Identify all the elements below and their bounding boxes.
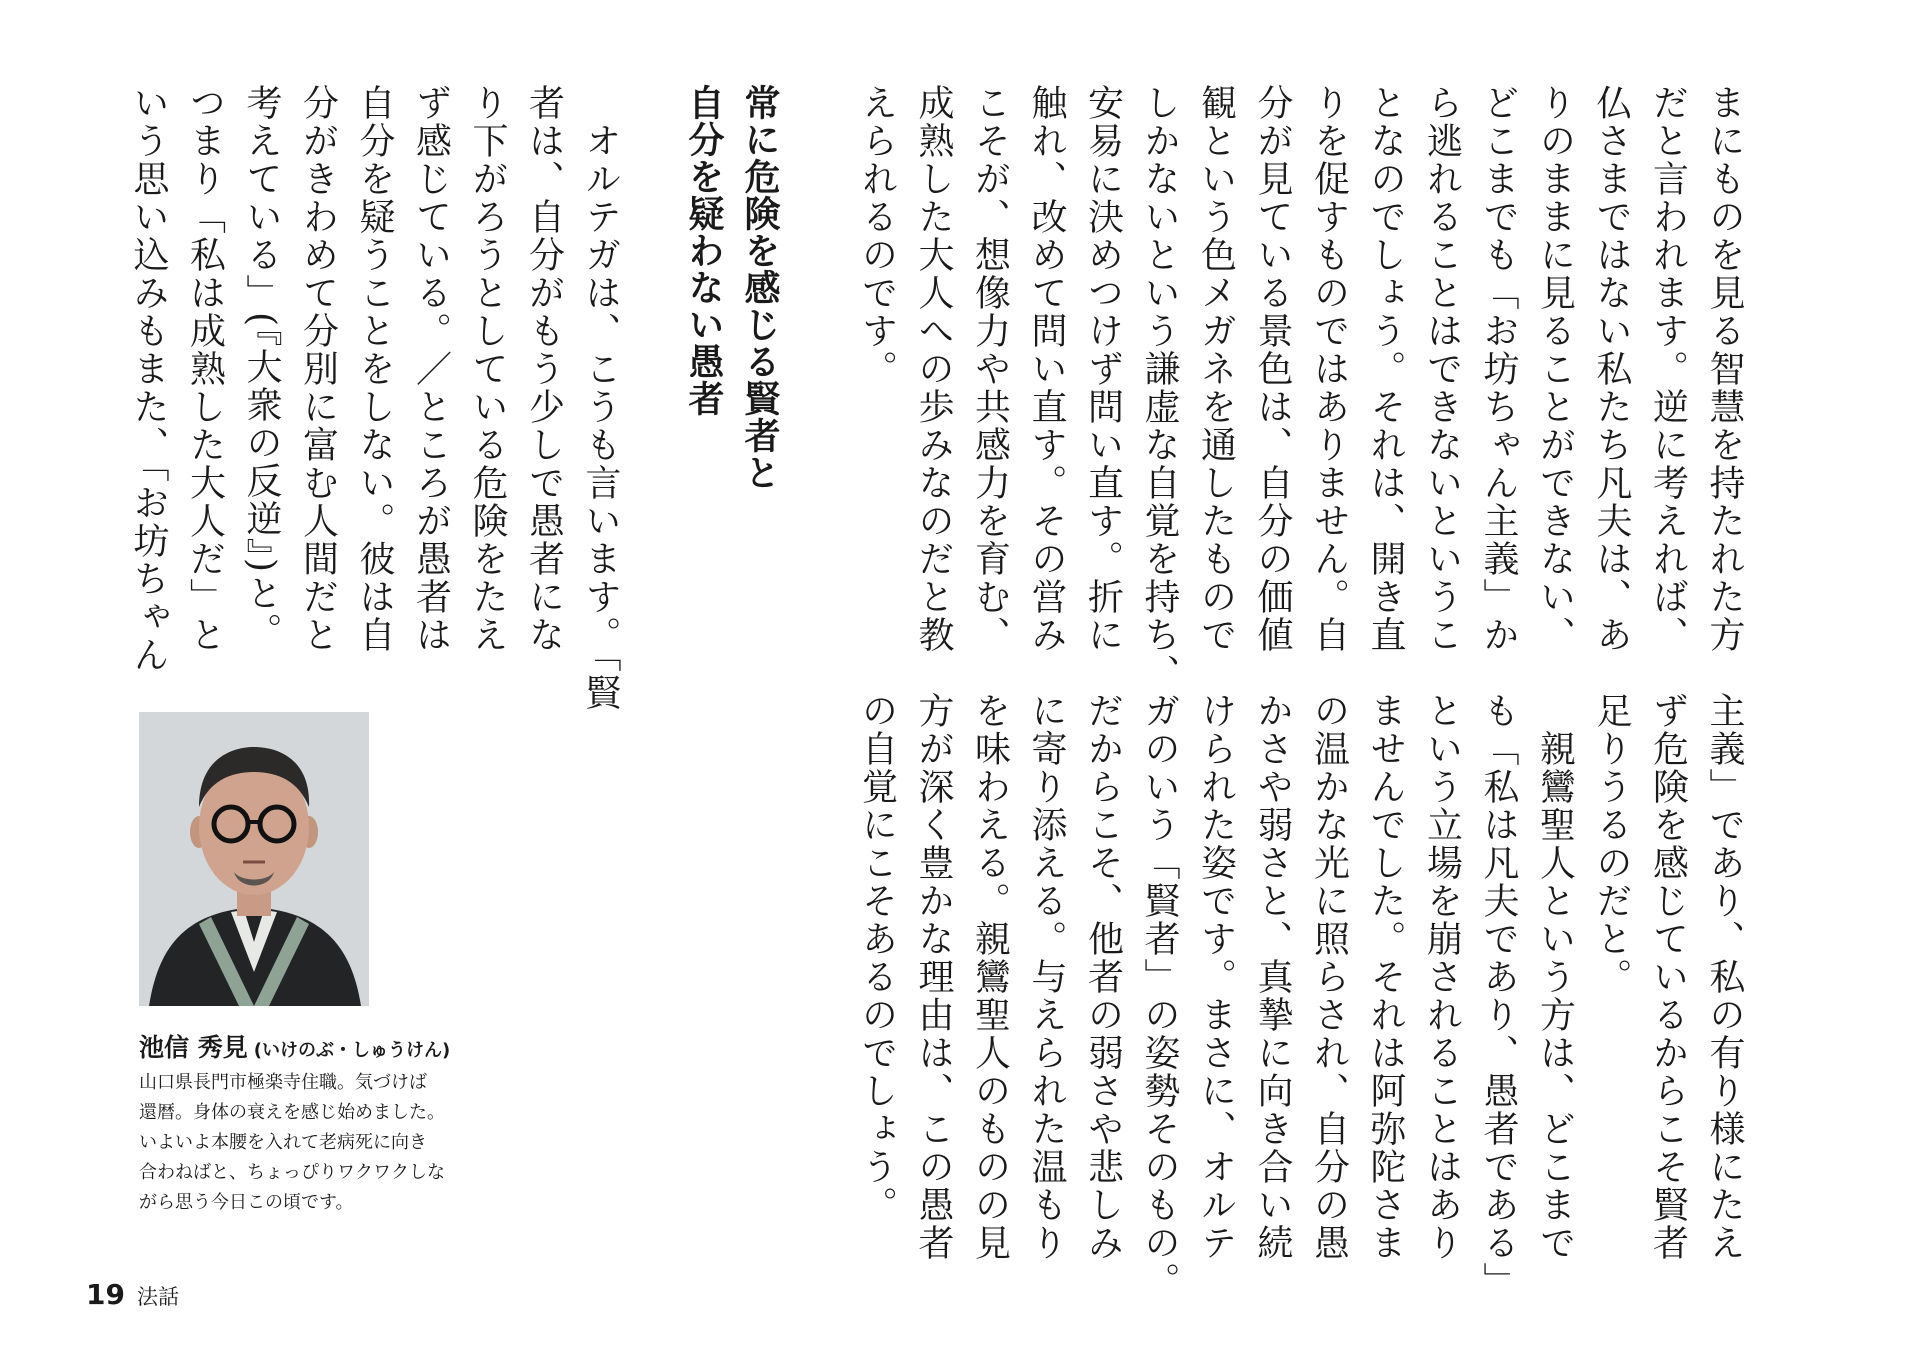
section-heading: 常に危険を感じる賢者と 自分を疑わない愚者 <box>683 84 781 491</box>
article-text-top-right: まにものを見る智慧を持たれた方 だと言われます。逆に考えれば、 仏さまではない私たち凡夫は、あ りのままに見ることができない、 どこまでも「お坊ちゃん主義」か ら逃れることはできないというこ となのでしょう。それは、開き直 りを促すものではありません。自 分が見ている景色は、自分の価値 観という色メガネを通したもので しかないという謙虚な自覚を持ち、 安易に決めつけず問い直す。折に 触れ、改めて問い直す。その営み こそが、想像力や共感力を育む、 成熟した大人への歩みなのだと教 えられるのです。 <box>856 84 1745 692</box>
author-photo <box>139 712 369 1006</box>
profile-name-row <box>139 1028 450 1064</box>
page-footer <box>86 1278 179 1311</box>
article-text-bottom-right: 主義」であり、私の有り様にたえ ず危険を感じているからこそ賢者 足りうるのだと。 親鸞聖人という方は、どこまで も「私は凡夫であり、愚者である」 という立場を崩されることはあり ませんでした。それは阿弥陀さま の温かな光に照らされ、自分の愚 かさや弱さと、真摯に向き合い続 けられた姿です。まさに、オルテ ガのいう「賢者」の姿勢そのもの。 だからこそ、他者の弱さや悲しみ に寄り添える。与えられた温もり を味わえる。親鸞聖人のものの見 方が深く豊かな理由は、この愚者 の自覚にこそあるのでしょう。 <box>856 692 1745 1300</box>
author-reading: (いけのぶ・しゅうけん) <box>253 1040 451 1061</box>
author-name: 池信 秀見 <box>139 1033 248 1062</box>
article-text-left: オルテガは、こうも言います。「賢 者は、自分がもう少しで愚者にな り下がろうとしている危険をたえ ず感じている。／ところが愚者は 自分を疑うことをしない。彼は自 分がきわめて分別に富む人間だと 考えている」(『大衆の反逆』)と。 つまり「私は成熟した大人だ」と いう思い込みもまた、「お坊ちゃん <box>128 84 621 712</box>
section-name: 法話 <box>136 1285 179 1309</box>
author-bio: 山口県長門市極楽寺住職。気づけば 還暦。身体の衰えを感じ始めました。 いよいよ本腰を入れて老病死に向き 合わねばと、ちょっぴりワクワクしな がら思う今日この頃です。 <box>139 1072 445 1213</box>
page-number: 19 <box>86 1278 125 1311</box>
